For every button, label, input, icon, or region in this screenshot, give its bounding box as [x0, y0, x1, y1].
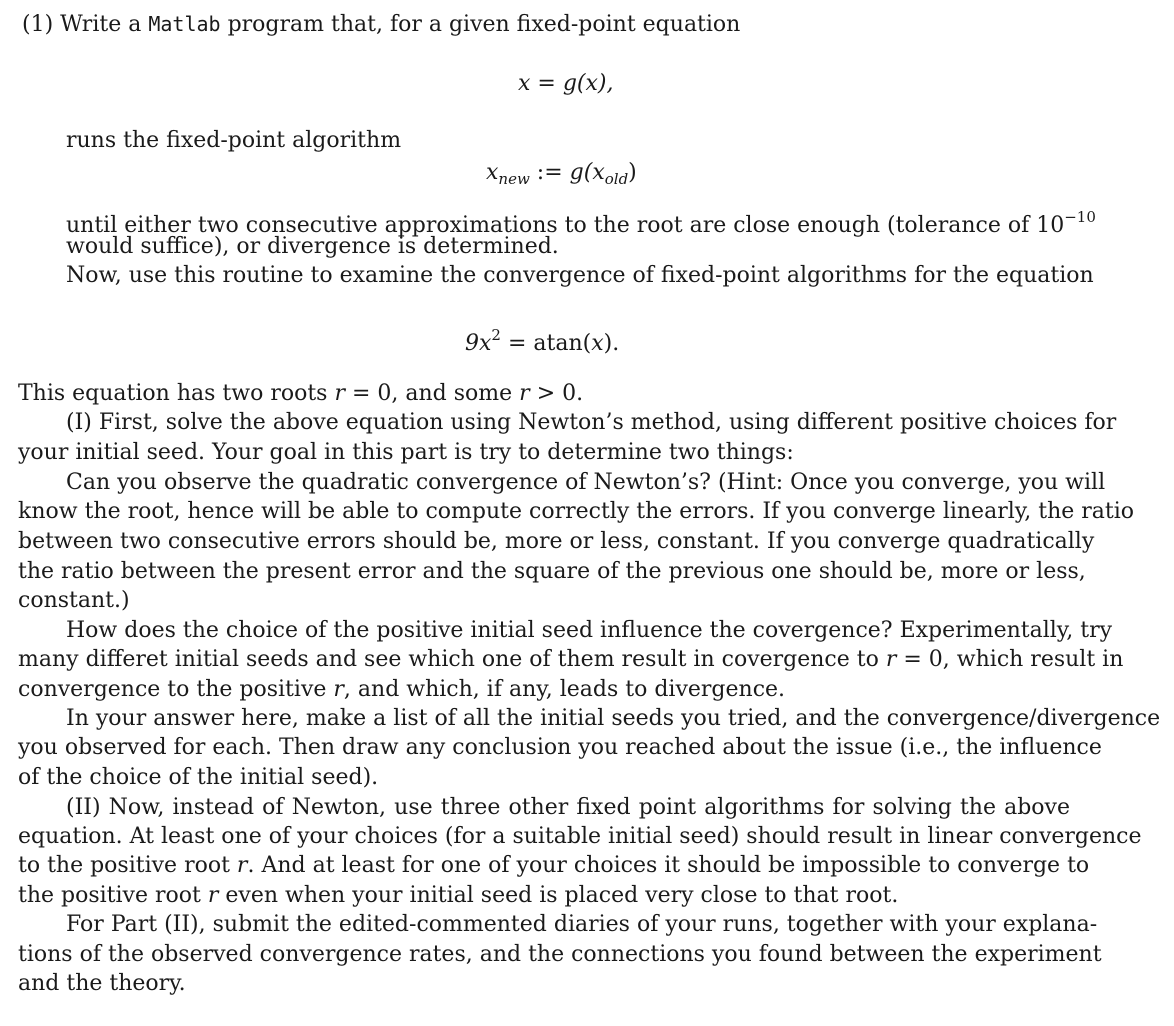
- part1-para2-line2: know the root, hence will be able to compute correctly the errors. If you converge linearly, the ratio: [18, 499, 1135, 524]
- part1-para3-line2: many differet initial seeds and see which one of them result in covergence to r = 0, which result in: [18, 647, 1124, 672]
- part1-para2-line4: the ratio between the present error and the square of the previous one should be, more or less,: [18, 559, 1086, 584]
- part1-para2-line3: between two consecutive errors should be, more or less, constant. If you converge quadratically: [18, 529, 1095, 554]
- part2-para1-line4: the positive root r even when your initial seed is placed very close to that root.: [18, 883, 899, 908]
- equation-atan: $9x^2 = atan(x)$.: [465, 326, 620, 356]
- part1-para4-line1: In your answer here, make a list of all the initial seeds you tried, and the convergence/divergence: [66, 706, 1161, 731]
- part1-para2-line1: Can you observe the quadratic convergence of Newton’s? (Hint: Once you converge, you will: [66, 470, 1106, 495]
- part1-para1-line2: your initial seed. Your goal in this part is try to determine two things:: [18, 440, 794, 465]
- part2-para1-line2: equation. At least one of your choices (for a suitable initial seed) should result in linear convergence: [18, 824, 1142, 849]
- part1-para2-line5: constant.): [18, 588, 130, 613]
- part1-para3-line1: How does the choice of the positive initial seed influence the covergence? Experimentally, try: [66, 618, 1113, 643]
- until-line-2: would suffice), or divergence is determined.: [66, 234, 559, 259]
- part1-para4-line2: you observed for each. Then draw any conclusion you reached about the issue (i.e., the influence: [18, 735, 1102, 760]
- problem-number: (1): [22, 12, 54, 37]
- part2-para1-line3: to the positive root r. And at least for one of your choices it should be impossible to converge to: [18, 853, 1090, 878]
- equation-fixed-point: x = g(x),: [518, 71, 614, 96]
- runs-text: runs the fixed-point algorithm: [66, 128, 402, 153]
- part2-para2-line3: and the theory.: [18, 971, 186, 996]
- matlab-code: Matlab: [148, 12, 221, 36]
- roots-line: This equation has two roots r = 0, and some r > 0.: [18, 381, 584, 406]
- problem-intro: (1) Write a Matlab program that, for a given fixed-point equation: [22, 12, 741, 37]
- part2-para1-line1: (II) Now, instead of Newton, use three other fixed point algorithms for solving the above: [66, 795, 1070, 820]
- until-line-1: until either two consecutive approximations to the root are close enough (tolerance of $10^{-10}$: [66, 208, 1096, 238]
- part1-para3-line3: convergence to the positive r, and which, if any, leads to divergence.: [18, 677, 786, 702]
- now-line: Now, use this routine to examine the convergence of fixed-point algorithms for the equation: [66, 263, 1094, 288]
- equation-iteration: $x_{new}$ := $g(x_{old})$: [486, 160, 637, 188]
- part1-para4-line3: of the choice of the initial seed).: [18, 765, 379, 790]
- part2-para2-line1: For Part (II), submit the edited-commented diaries of your runs, together with your explana-: [66, 912, 1098, 937]
- part1-para1-line1: (I) First, solve the above equation using Newton’s method, using different positive choices for: [66, 410, 1117, 435]
- part2-para2-line2: tions of the observed convergence rates, and the connections you found between the experiment: [18, 942, 1102, 967]
